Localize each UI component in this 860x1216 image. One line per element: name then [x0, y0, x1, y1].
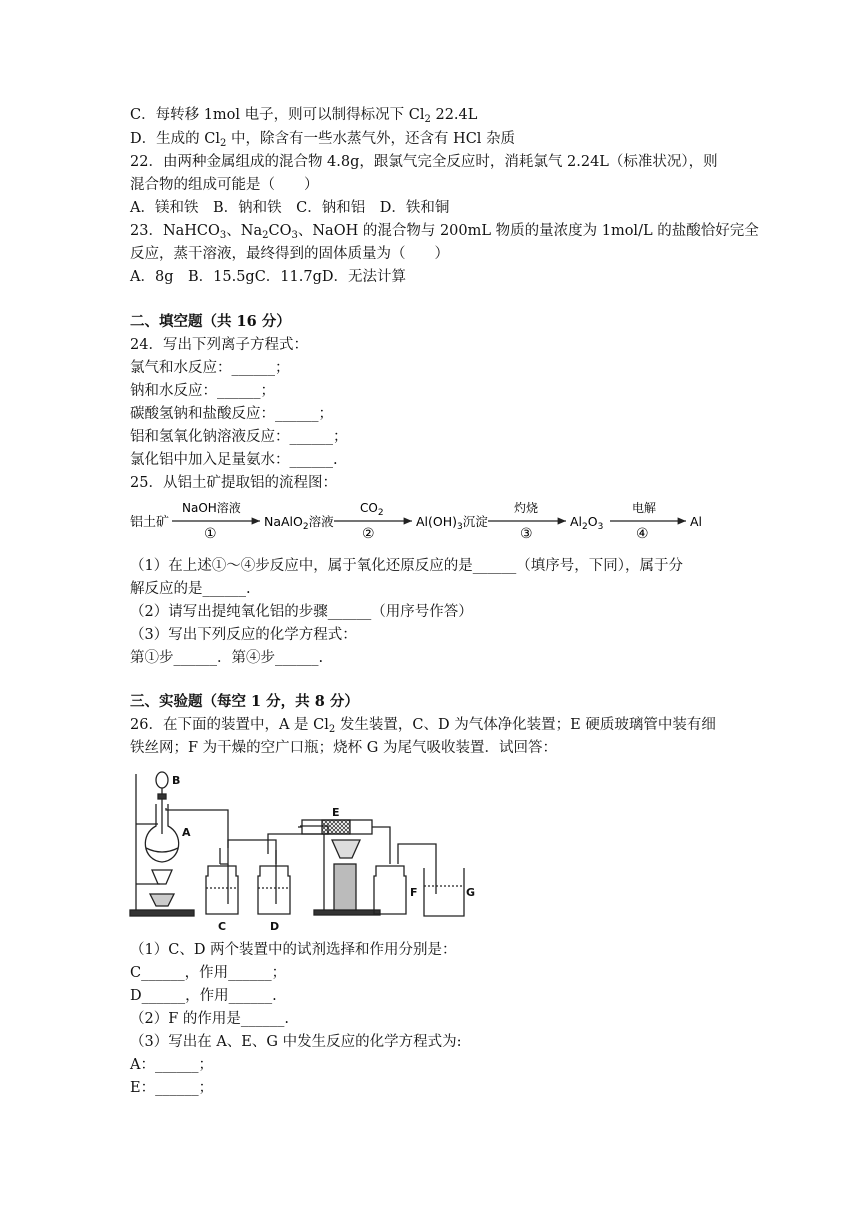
- burner-a: [152, 870, 172, 884]
- flow-end: Al: [690, 514, 703, 529]
- burner-e: [334, 864, 356, 910]
- q24-item: 氯气和水反应：______；: [130, 360, 290, 376]
- q25-part2: （2）请写出提纯氧化铝的步骤______（用序号作答）: [130, 604, 473, 620]
- q26-sub3: （3）写出在 A、E、G 中发生反应的化学方程式为:: [130, 1034, 462, 1050]
- flow-intermediate-3: $Al_2O_3$: [570, 514, 604, 532]
- flow-step-2: ②: [362, 526, 375, 542]
- q25-title: 25．从铝土矿提取铝的流程图：: [130, 475, 337, 491]
- q26-sub3-a: A：______；: [130, 1057, 213, 1073]
- flow-step-3: ③: [520, 526, 533, 542]
- q24-title: 24．写出下列离子方程式：: [130, 337, 308, 353]
- q25-part1-line2: 解反应的是______.: [130, 581, 251, 597]
- bottle-f: [374, 866, 406, 914]
- stand-base: [130, 910, 194, 916]
- q25-part3-line: 第①步______．第④步______.: [130, 650, 324, 666]
- aluminium-flow-diagram: [128, 496, 728, 546]
- q25-part3: （3）写出下列反应的化学方程式：: [130, 627, 357, 643]
- section3-heading: 三、实验题（每空 1 分，共 8 分）: [130, 693, 359, 710]
- q22-options: A．镁和铁 B．钠和铁 C．钠和铝 D．铁和铜: [130, 200, 450, 216]
- flow-intermediate-1: NaAlO$_2$溶液: [264, 514, 334, 532]
- q26-sub1: （1）C、D 两个装置中的试剂选择和作用分别是：: [130, 942, 457, 958]
- flow-reagent-1: NaOH溶液: [182, 501, 241, 515]
- q22-stem-line1: 22．由两种金属组成的混合物 4.8g，跟氯气完全反应时，消耗氯气 2.24L（标准状况），则: [130, 154, 718, 170]
- flow-step-1: ①: [204, 526, 217, 542]
- label-b: B: [172, 774, 181, 787]
- section2-heading: 二、填空题（共 16 分）: [130, 313, 291, 330]
- q25-part1-line1: （1）在上述①～④步反应中，属于氧化还原反应的是______（填序号，下同），属于分: [130, 558, 683, 574]
- q26-stem-line1: 26．在下面的装置中，A 是 $Cl_2$ 发生装置，C、D 为气体净化装置；E 硬质玻璃管中装有细: [130, 717, 716, 735]
- flow-step-4: ④: [636, 526, 649, 542]
- q21-option-c: C．每转移 1mol 电子，则可以制得标况下 $Cl_2$ 22.4L: [130, 107, 478, 125]
- flow-intermediate-2: $Al(OH)_3$沉淀: [416, 514, 488, 532]
- q22-stem-line2: 混合物的组成可能是（ ）: [130, 177, 319, 193]
- flow-reagent-4: 电解: [632, 501, 657, 515]
- flow-start: 铝土矿: [130, 515, 170, 530]
- q24-item: 钠和水反应：______；: [130, 383, 275, 399]
- q23-stem-line2: 反应，蒸干溶液，最终得到的固体质量为（ ）: [130, 246, 449, 262]
- q24-item: 氯化铝中加入足量氨水：______.: [130, 452, 338, 468]
- flow-reagent-2: $CO_2$: [360, 501, 384, 518]
- q23-stem-line1: 23．NaHCO$_3$、$Na_2CO_3$、NaOH 的混合物与 200mL 物质的量浓度为 1mol/L 的盐酸恰好完全: [130, 223, 759, 241]
- q26-stem-line2: 铁丝网；F 为干燥的空广口瓶；烧杯 G 为尾气吸收装置．试回答：: [130, 740, 557, 756]
- q26-sub3-e: E：______；: [130, 1080, 214, 1096]
- label-c: C: [218, 920, 227, 933]
- label-a: A: [182, 826, 191, 839]
- funnel-b: [156, 772, 168, 788]
- q26-sub2: （2）F 的作用是______.: [130, 1011, 290, 1027]
- q26-sub1-d: D______，作用______.: [130, 988, 277, 1004]
- bottle-c: [206, 866, 238, 914]
- beaker-g: [424, 868, 464, 916]
- q24-item: 铝和氢氧化钠溶液反应：______；: [130, 429, 348, 445]
- label-e: E: [332, 806, 340, 819]
- label-d: D: [270, 920, 280, 933]
- q21-option-d: D．生成的 $Cl_2$ 中，除含有一些水蒸气外，还含有 HCl 杂质: [130, 131, 516, 149]
- q24-item: 碳酸氢钠和盐酸反应：______；: [130, 406, 333, 422]
- q26-sub1-c: C______，作用______；: [130, 965, 287, 981]
- q23-options: A．8g B．15.5gC．11.7gD．无法计算: [130, 269, 406, 285]
- chlorine-apparatus-figure: [128, 764, 476, 934]
- flow-reagent-3: 灼烧: [514, 501, 539, 515]
- label-g: G: [466, 886, 476, 899]
- label-f: F: [410, 886, 418, 899]
- bottle-d: [258, 866, 290, 914]
